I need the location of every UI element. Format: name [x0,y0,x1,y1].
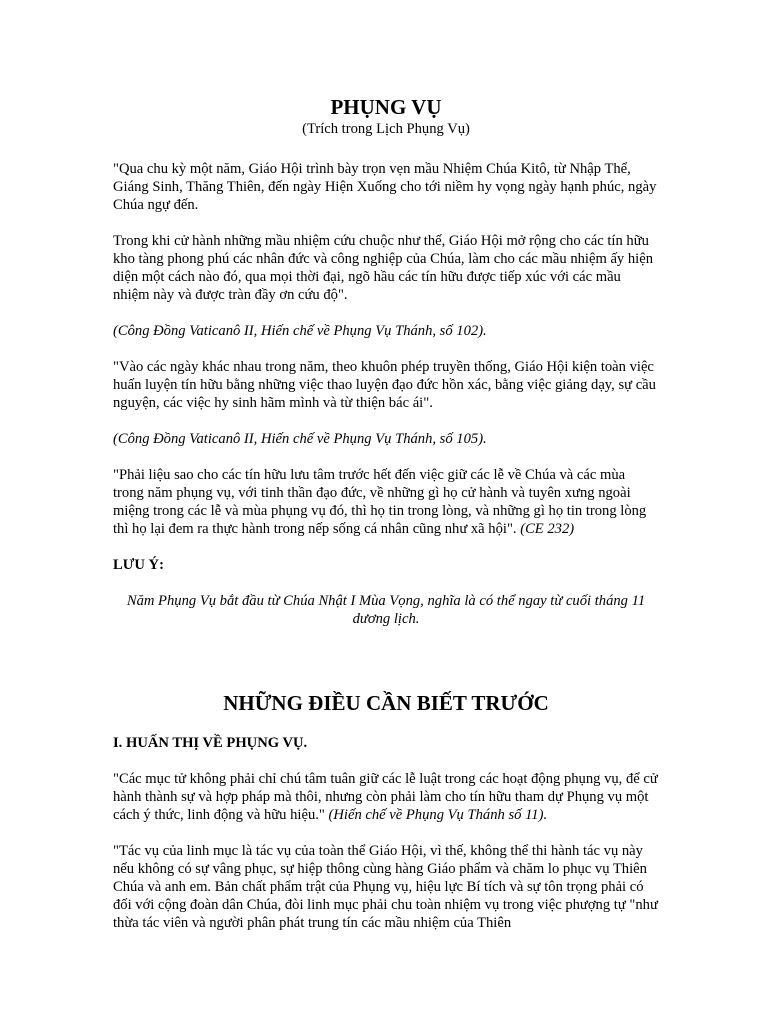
citation-1: (Công Đồng Vaticanô II, Hiến chế về Phụng Vụ Thánh, số 102). [113,323,487,339]
note-label: LƯU Ý: [113,557,164,573]
paragraph-3: "Vào các ngày khác nhau trong năm, theo khuôn phép truyền thống, Giáo Hội kiện toàn việc huấn luyện tín hữu bằng những việc thao luyện đạo đức hồn xác, bằng việc giảng dạy, sự cầu nguyện, các việc hy sinh hãm mình và từ thiện bác ái". [113,359,656,411]
paragraph-4 [113,466,659,538]
paragraph-5 [113,770,659,824]
paragraph-4-text: "Phải liệu sao cho các tín hữu lưu tâm trước hết đến việc giữ các lễ về Chúa và các mùa trong năm phụng vụ, với tinh thần đạo đức, về những gì họ cử hành và tuyên xưng ngoài miệng trong các lễ và mùa phụng vụ đó, thì họ tin trong lòng, và những gì họ tin trong lòng thì họ lại đem ra thực hành trong nếp sống cá nhân cũng như xã hội". [113,467,647,537]
paragraph-2: Trong khi cử hành những mầu nhiệm cứu chuộc như thế, Giáo Hội mở rộng cho các tín hữu kho tàng phong phú các nhân đức và công nghiệp của Chúa, làm cho các mầu nhiệm ấy hiện diện một cách nào đó, qua mọi thời đại, ngõ hầu các tín hữu được tiếp xúc với các mầu nhiệm này và được tràn đầy ơn cứu độ". [113,233,654,303]
page-title: PHỤNG VỤ [330,95,442,119]
section-title: NHỮNG ĐIỀU CẦN BIẾT TRƯỚC [223,691,549,715]
note-text: Năm Phụng Vụ bắt đầu từ Chúa Nhật I Mùa Vọng, nghĩa là có thể ngay từ cuối tháng 11 dương lịch. [126,593,646,627]
document-body [113,94,659,950]
section-1-heading: I. HUẤN THỊ VỀ PHỤNG VỤ. [113,735,308,751]
citation-2: (Công Đồng Vaticanô II, Hiến chế về Phụng Vụ Thánh, số 105). [113,431,487,447]
paragraph-1: "Qua chu kỳ một năm, Giáo Hội trình bày trọn vẹn mầu Nhiệm Chúa Kitô, từ Nhập Thể, Giáng Sinh, Thăng Thiên, đến ngày Hiện Xuống cho tới niềm hy vọng ngày hạnh phúc, ngày Chúa ngự đến. [113,161,657,213]
paragraph-5-text: "Các mục tử không phải chỉ chú tâm tuân giữ các lễ luật trong các hoạt động phụng vụ, để cử hành thành sự và hợp pháp mà thôi, nhưng còn phải làm cho tín hữu tham dự Phụng vụ một cách ý thức, linh động và hữu hiệu." [113,771,658,823]
paragraph-4-citation: (CE 232) [520,521,575,537]
page-subtitle: (Trích trong Lịch Phụng Vụ) [302,121,470,137]
paragraph-5-citation: (Hiến chế về Phụng Vụ Thánh số 11). [328,807,548,823]
paragraph-6: "Tác vụ của linh mục là tác vụ của toàn thể Giáo Hội, vì thế, không thể thi hành tác vụ này nếu không có sự vâng phục, sự hiệp thông cùng hàng Giáo phẩm và chăm lo phục vụ Thiên Chúa và anh em. Bản chất phẩm trật của Phụng vụ, hiệu lực Bí tích và sự tôn trọng phải có đối với cộng đoàn dân Chúa, đòi linh mục phải chu toàn nhiệm vụ trong việc phượng tự "như thừa tác viên và người phân phát trung tín các mầu nhiệm của Thiên [113,843,658,931]
